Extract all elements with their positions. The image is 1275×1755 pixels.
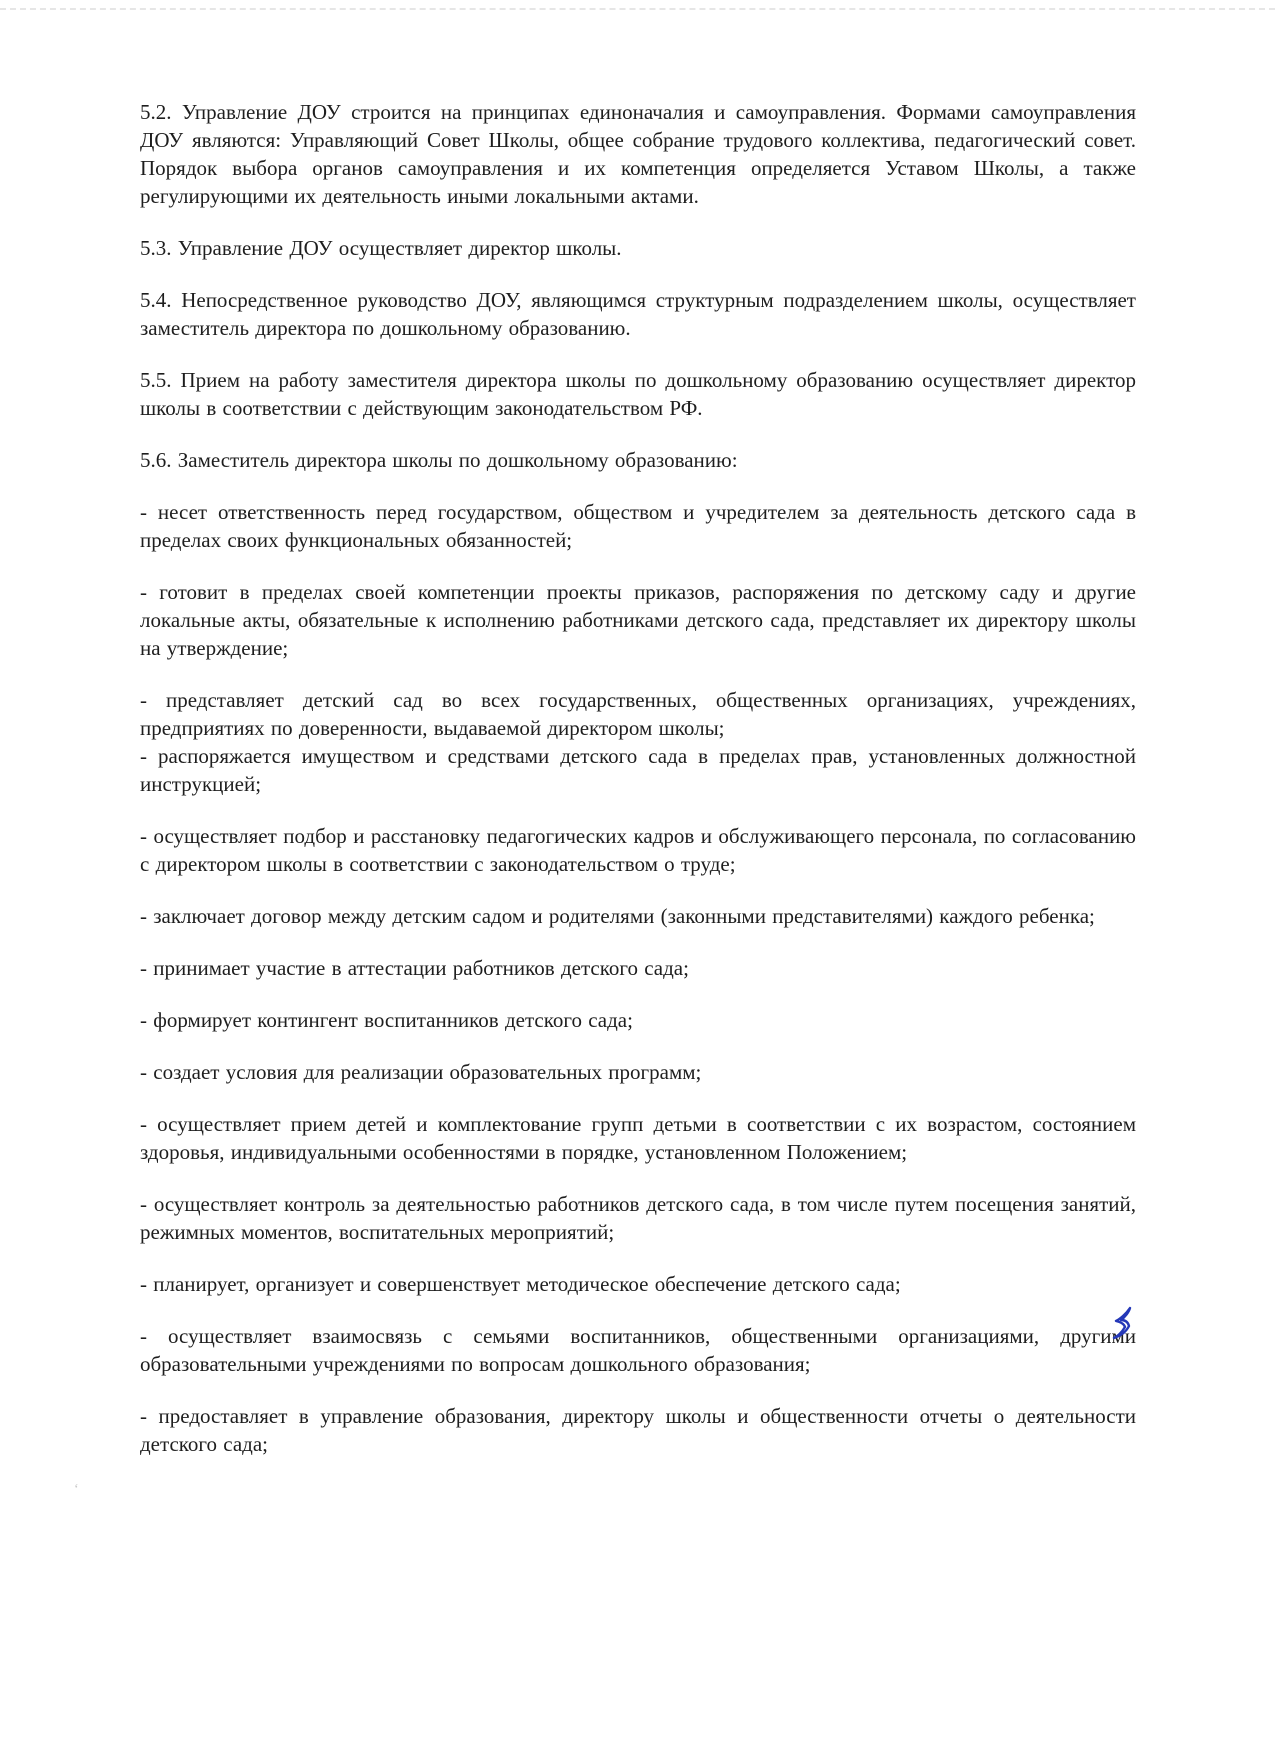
paragraph: - представляет детский сад во всех государственных, общественных организациях, учреждениях, предприятиях по доверенности, выдаваемой директором школы;: [140, 688, 1136, 740]
paragraph: - предоставляет в управление образования, директору школы и общественности отчеты о деятельности детского сада;: [140, 1404, 1136, 1456]
paragraph: - распоряжается имуществом и средствами детского сада в пределах прав, установленных должностной инструкцией;: [140, 744, 1136, 796]
paragraph: 5.2. Управление ДОУ строится на принципах единоначалия и самоуправления. Формами самоуправления ДОУ являются: Управляющий Совет Школы, общее собрание трудового коллектива, педагогический совет. Порядок выбора органов самоуправления и их компетенция определяется Уставом Школы, а также регулирующими их деятельность иными локальными актами.: [140, 100, 1136, 208]
paragraph: - заключает договор между детским садом и родителями (законными представителями) каждого ребенка;: [140, 904, 1095, 928]
paragraph: 5.3. Управление ДОУ осуществляет директор школы.: [140, 236, 622, 260]
paragraph: 5.5. Прием на работу заместителя директора школы по дошкольному образованию осуществляет директор школы в соответствии с действующим законодательством РФ.: [140, 368, 1136, 420]
paragraph: - формирует контингент воспитанников детского сада;: [140, 1008, 633, 1032]
paragraph: - осуществляет подбор и расстановку педагогических кадров и обслуживающего персонала, по согласованию с директором школы в соответствии с законодательством о труде;: [140, 824, 1136, 876]
paragraph: - планирует, организует и совершенствует методическое обеспечение детского сада;: [140, 1272, 901, 1296]
paragraph: - несет ответственность перед государством, обществом и учредителем за деятельность детского сада в пределах своих функциональных обязанностей;: [140, 500, 1136, 552]
paragraph: - готовит в пределах своей компетенции проекты приказов, распоряжения по детскому саду и другие локальные акты, обязательные к исполнению работниками детского сада, представляет их директору школы на утверждение;: [140, 580, 1136, 660]
document-text: [140, 98, 1136, 1482]
scan-artifact-top-line: [0, 8, 1275, 10]
blue-pen-mark-icon: [1108, 1306, 1134, 1340]
paragraph: - осуществляет взаимосвязь с семьями воспитанников, общественными организациями, другими образовательными учреждениями по вопросам дошкольного образования;: [140, 1324, 1136, 1376]
paragraph: - осуществляет контроль за деятельностью работников детского сада, в том числе путем посещения занятий, режимных моментов, воспитательных мероприятий;: [140, 1192, 1136, 1244]
paragraph: - создает условия для реализации образовательных программ;: [140, 1060, 702, 1084]
paragraph: 5.4. Непосредственное руководство ДОУ, являющимся структурным подразделением школы, осуществляет заместитель директора по дошкольному образованию.: [140, 288, 1136, 340]
paragraph: - осуществляет прием детей и комплектование групп детьми в соответствии с их возрастом, состоянием здоровья, индивидуальными особенностями в порядке, установленном Положением;: [140, 1112, 1136, 1164]
paragraph: 5.6. Заместитель директора школы по дошкольному образованию:: [140, 448, 738, 472]
scan-speck: ʻ: [74, 1482, 79, 1497]
paragraph: - принимает участие в аттестации работников детского сада;: [140, 956, 689, 980]
